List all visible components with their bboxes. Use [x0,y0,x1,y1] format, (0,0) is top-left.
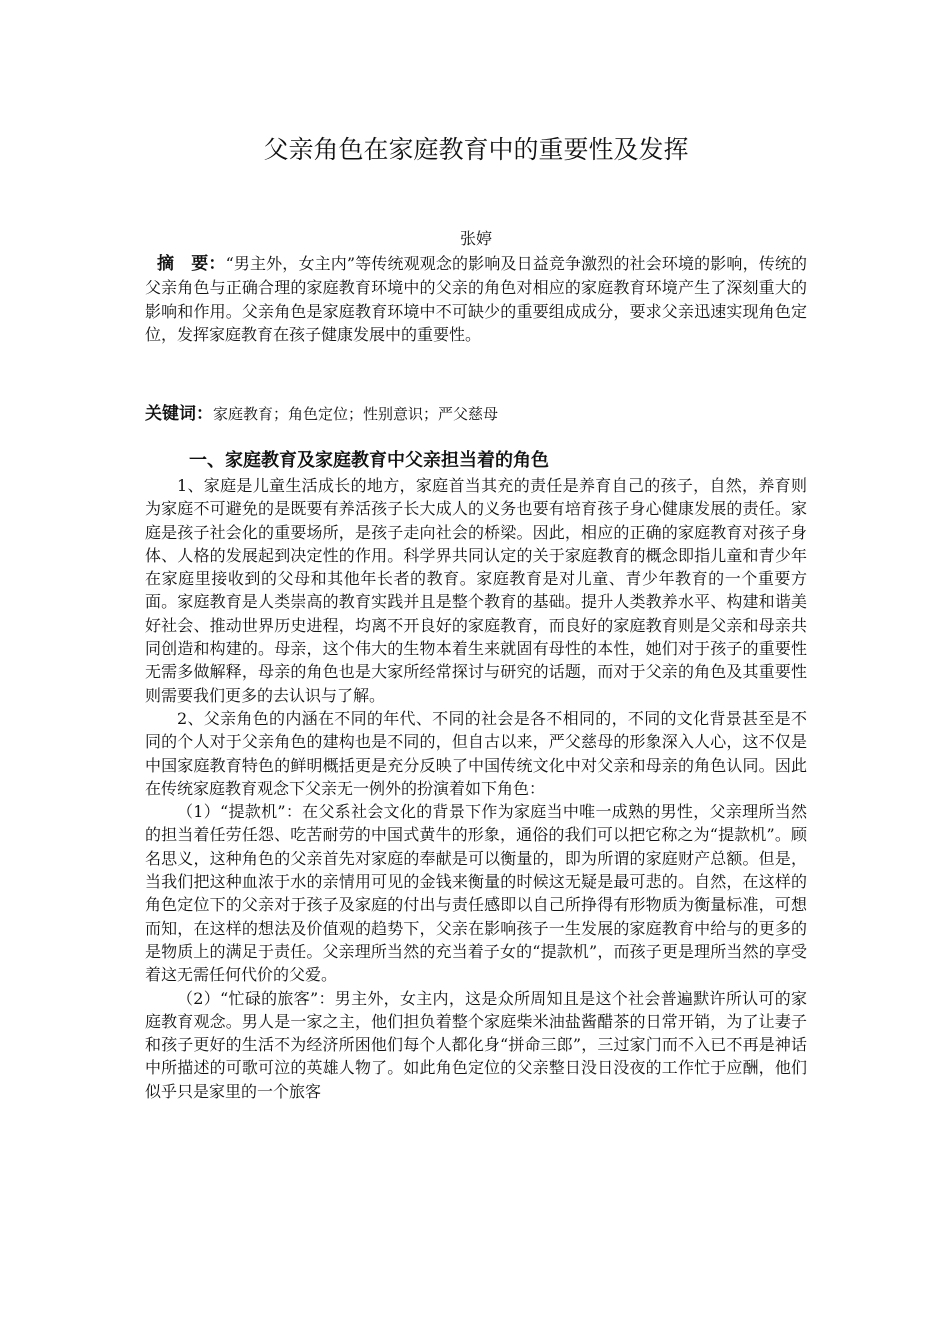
abstract-label: 摘 要： [157,254,226,274]
body-paragraph: （2）“忙碌的旅客”：男主外，女主内，这是众所周知且是这个社会普遍默许所认可的家庭教育观念。男人是一家之主，他们担负着整个家庭柴米油盐酱醋茶的日常开销，为了让妻子和孩子更好的生活不为经济所困他们每个人都化身“拼命三郎”，三过家门而不入已不再是神话中所描述的可歌可泣的英雄人物了。如此角色定位的父亲整日没日没夜的工作忙于应酬，他们似乎只是家里的一个旅客 [145,988,807,1101]
body-paragraph: 1、家庭是儿童生活成长的地方，家庭首当其充的责任是养育自己的孩子，自然，养育则为家庭不可避免的是既要有养活孩子长大成人的义务也要有培育孩子身心健康发展的责任。家庭是孩子社会化的重要场所，是孩子走向社会的桥梁。因此，相应的正确的家庭教育对孩子身体、人格的发展起到决定性的作用。科学界共同认定的关于家庭教育的概念即指儿童和青少年在家庭里接收到的父母和其他年长者的教育。家庭教育是对儿童、青少年教育的一个重要方面。家庭教育是人类崇高的教育实践并且是整个教育的基础。提升人类教养水平、构建和谐美好社会、推动世界历史进程，均离不开良好的家庭教育，而良好的家庭教育则是父亲和母亲共同创造和构建的。母亲，这个伟大的生物本着生来就固有母性的本性，她们对于孩子的重要性无需多做解释，母亲的角色也是大家所经常探讨与研究的话题，而对于父亲的角色及其重要性则需要我们更多的去认识与了解。 [145,476,807,705]
paper-title: 父亲角色在家庭教育中的重要性及发挥 [263,135,689,164]
body-paragraph: （1）“提款机”：在父系社会文化的背景下作为家庭当中唯一成熟的男性，父亲理所当然的担当着任劳任怨、吃苦耐劳的中国式黄牛的形象，通俗的我们可以把它称之为“提款机”。顾名思义，这种角色的父亲首先对家庭的奉献是可以衡量的，即为所谓的家庭财产总额。但是，当我们把这种血浓于水的亲情用可见的金钱来衡量的时候这无疑是最可悲的。自然，在这样的角色定位下的父亲对于孩子及家庭的付出与责任感即以自己所挣得有形物质为衡量标准，可想而知，在这样的想法及价值观的趋势下，父亲在影响孩子一生发展的家庭教育中给与的更多的是物质上的满足于责任。父亲理所当然的充当着子女的“提款机”，而孩子更是理所当然的享受着这无需任何代价的父爱。 [145,802,807,985]
section-heading: 一、家庭教育及家庭教育中父亲担当着的角色 [189,450,549,471]
author-name: 张婷 [459,229,492,248]
keywords-label: 关键词： [145,404,213,424]
keywords-text: 家庭教育；角色定位；性别意识；严父慈母 [213,405,499,423]
keywords-line [145,402,807,426]
abstract-text: “男主外，女主内”等传统观观念的影响及日益竞争激烈的社会环境的影响，传统的父亲角色与正确合理的家庭教育环境中的父亲的角色对相应的家庭教育环境产生了深刻重大的影响和作用。父亲角色是家庭教育环境中不可缺少的重要组成成分，要求父亲迅速实现角色定位，发挥家庭教育在孩子健康发展中的重要性。 [145,254,807,345]
body-paragraph: 2、父亲角色的内涵在不同的年代、不同的社会是各不相同的，不同的文化背景甚至是不同的个人对于父亲角色的建构也是不同的，但自古以来，严父慈母的形象深入人心，这不仅是中国家庭教育特色的鲜明概括更是充分反映了中国传统文化中对父亲和母亲的角色认同。因此在传统家庭教育观念下父亲无一例外的扮演着如下角色： [145,708,807,798]
section-body [145,474,807,1103]
abstract-paragraph [145,252,807,347]
